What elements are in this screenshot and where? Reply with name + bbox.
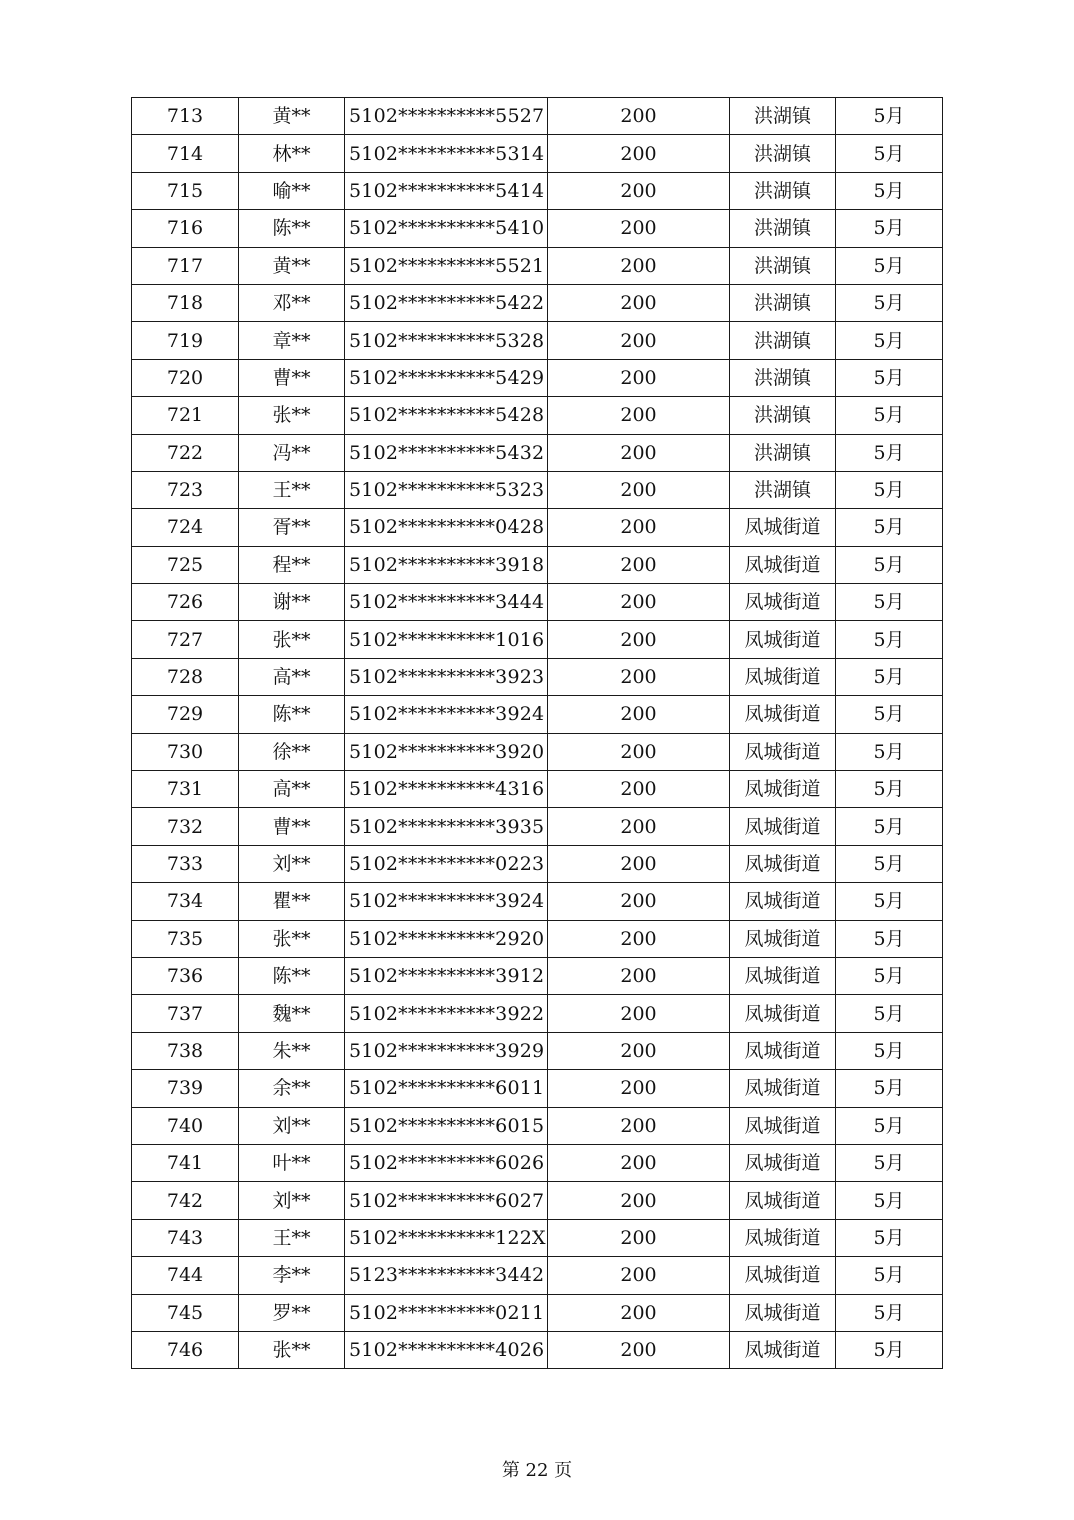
cell-id-number: 5102**********3918 (345, 546, 548, 583)
cell-month: 5月 (836, 1182, 943, 1219)
cell-month: 5月 (836, 471, 943, 508)
cell-name: 陈** (239, 210, 345, 247)
cell-name: 张** (239, 397, 345, 434)
table-row (132, 1257, 943, 1294)
cell-row-number: 720 (132, 359, 239, 396)
cell-id-number: 5123**********3442 (345, 1257, 548, 1294)
cell-month: 5月 (836, 883, 943, 920)
cell-township: 凤城街道 (730, 696, 836, 733)
cell-month: 5月 (836, 359, 943, 396)
cell-name: 叶** (239, 1144, 345, 1181)
cell-month: 5月 (836, 247, 943, 284)
table-row (132, 808, 943, 845)
table-row (132, 1144, 943, 1181)
cell-row-number: 738 (132, 1032, 239, 1069)
cell-name: 张** (239, 621, 345, 658)
table-row (132, 471, 943, 508)
cell-township: 凤城街道 (730, 733, 836, 770)
cell-township: 凤城街道 (730, 1107, 836, 1144)
cell-month: 5月 (836, 546, 943, 583)
table-row (132, 995, 943, 1032)
cell-month: 5月 (836, 957, 943, 994)
table-row (132, 658, 943, 695)
cell-row-number: 733 (132, 845, 239, 882)
cell-name: 高** (239, 771, 345, 808)
cell-id-number: 5102**********5432 (345, 434, 548, 471)
cell-amount: 200 (548, 322, 730, 359)
cell-name: 刘** (239, 1107, 345, 1144)
cell-month: 5月 (836, 808, 943, 845)
cell-amount: 200 (548, 397, 730, 434)
cell-row-number: 727 (132, 621, 239, 658)
cell-row-number: 713 (132, 98, 239, 135)
cell-row-number: 726 (132, 584, 239, 621)
cell-id-number: 5102**********3929 (345, 1032, 548, 1069)
cell-month: 5月 (836, 771, 943, 808)
cell-month: 5月 (836, 509, 943, 546)
cell-name: 徐** (239, 733, 345, 770)
cell-amount: 200 (548, 957, 730, 994)
cell-row-number: 730 (132, 733, 239, 770)
cell-name: 罗** (239, 1294, 345, 1331)
cell-township: 凤城街道 (730, 1331, 836, 1368)
cell-township: 凤城街道 (730, 808, 836, 845)
table-row (132, 210, 943, 247)
cell-township: 洪湖镇 (730, 135, 836, 172)
cell-township: 凤城街道 (730, 771, 836, 808)
cell-row-number: 716 (132, 210, 239, 247)
cell-row-number: 719 (132, 322, 239, 359)
table-row (132, 733, 943, 770)
cell-name: 程** (239, 546, 345, 583)
cell-row-number: 736 (132, 957, 239, 994)
cell-month: 5月 (836, 1257, 943, 1294)
cell-row-number: 717 (132, 247, 239, 284)
cell-township: 洪湖镇 (730, 210, 836, 247)
table-row (132, 845, 943, 882)
cell-name: 余** (239, 1070, 345, 1107)
cell-id-number: 5102**********3935 (345, 808, 548, 845)
cell-township: 洪湖镇 (730, 359, 836, 396)
table-row (132, 247, 943, 284)
cell-township: 洪湖镇 (730, 247, 836, 284)
cell-id-number: 5102**********3924 (345, 883, 548, 920)
cell-row-number: 718 (132, 284, 239, 321)
cell-amount: 200 (548, 1294, 730, 1331)
cell-month: 5月 (836, 1219, 943, 1256)
table-row (132, 359, 943, 396)
table-row (132, 1182, 943, 1219)
cell-id-number: 5102**********5328 (345, 322, 548, 359)
cell-row-number: 729 (132, 696, 239, 733)
cell-row-number: 741 (132, 1144, 239, 1181)
cell-id-number: 5102**********6015 (345, 1107, 548, 1144)
cell-amount: 200 (548, 1107, 730, 1144)
cell-row-number: 740 (132, 1107, 239, 1144)
cell-month: 5月 (836, 135, 943, 172)
cell-township: 凤城街道 (730, 1219, 836, 1256)
cell-row-number: 722 (132, 434, 239, 471)
cell-township: 洪湖镇 (730, 322, 836, 359)
table-row (132, 284, 943, 321)
cell-id-number: 5102**********5429 (345, 359, 548, 396)
cell-township: 凤城街道 (730, 546, 836, 583)
cell-row-number: 728 (132, 658, 239, 695)
cell-name: 李** (239, 1257, 345, 1294)
cell-township: 洪湖镇 (730, 284, 836, 321)
cell-township: 凤城街道 (730, 509, 836, 546)
cell-township: 凤城街道 (730, 883, 836, 920)
cell-id-number: 5102**********6026 (345, 1144, 548, 1181)
cell-amount: 200 (548, 359, 730, 396)
cell-township: 洪湖镇 (730, 471, 836, 508)
cell-id-number: 5102**********0223 (345, 845, 548, 882)
cell-name: 陈** (239, 957, 345, 994)
cell-name: 喻** (239, 172, 345, 209)
cell-name: 朱** (239, 1032, 345, 1069)
cell-amount: 200 (548, 471, 730, 508)
table-row (132, 1070, 943, 1107)
cell-month: 5月 (836, 1294, 943, 1331)
cell-month: 5月 (836, 1144, 943, 1181)
cell-township: 凤城街道 (730, 1070, 836, 1107)
cell-amount: 200 (548, 808, 730, 845)
table-row (132, 920, 943, 957)
cell-name: 曹** (239, 359, 345, 396)
cell-month: 5月 (836, 322, 943, 359)
page-number: 第 22 页 (501, 1460, 573, 1481)
cell-name: 冯** (239, 434, 345, 471)
cell-id-number: 5102**********3444 (345, 584, 548, 621)
cell-id-number: 5102**********6011 (345, 1070, 548, 1107)
cell-township: 凤城街道 (730, 1294, 836, 1331)
cell-month: 5月 (836, 1032, 943, 1069)
cell-month: 5月 (836, 210, 943, 247)
cell-township: 凤城街道 (730, 1182, 836, 1219)
cell-id-number: 5102**********3922 (345, 995, 548, 1032)
cell-month: 5月 (836, 1331, 943, 1368)
cell-id-number: 5102**********3924 (345, 696, 548, 733)
cell-id-number: 5102**********5314 (345, 135, 548, 172)
cell-name: 陈** (239, 696, 345, 733)
cell-name: 高** (239, 658, 345, 695)
cell-name: 邓** (239, 284, 345, 321)
cell-month: 5月 (836, 284, 943, 321)
cell-amount: 200 (548, 920, 730, 957)
cell-month: 5月 (836, 658, 943, 695)
cell-township: 洪湖镇 (730, 98, 836, 135)
cell-amount: 200 (548, 210, 730, 247)
cell-id-number: 5102**********2920 (345, 920, 548, 957)
cell-month: 5月 (836, 172, 943, 209)
cell-month: 5月 (836, 434, 943, 471)
table-row (132, 1331, 943, 1368)
cell-row-number: 734 (132, 883, 239, 920)
cell-month: 5月 (836, 98, 943, 135)
table-row (132, 509, 943, 546)
table-row (132, 1032, 943, 1069)
cell-amount: 200 (548, 98, 730, 135)
cell-id-number: 5102**********5323 (345, 471, 548, 508)
table-row (132, 397, 943, 434)
table-row (132, 957, 943, 994)
cell-row-number: 742 (132, 1182, 239, 1219)
cell-amount: 200 (548, 1257, 730, 1294)
cell-name: 黄** (239, 247, 345, 284)
cell-name: 张** (239, 1331, 345, 1368)
cell-month: 5月 (836, 397, 943, 434)
table-row (132, 135, 943, 172)
records-table (131, 97, 943, 1369)
cell-township: 凤城街道 (730, 621, 836, 658)
cell-amount: 200 (548, 845, 730, 882)
cell-row-number: 739 (132, 1070, 239, 1107)
table-row (132, 322, 943, 359)
cell-amount: 200 (548, 696, 730, 733)
cell-id-number: 5102**********3920 (345, 733, 548, 770)
cell-name: 黄** (239, 98, 345, 135)
cell-id-number: 5102**********5422 (345, 284, 548, 321)
cell-name: 刘** (239, 1182, 345, 1219)
cell-name: 瞿** (239, 883, 345, 920)
table-row (132, 771, 943, 808)
table-row (132, 621, 943, 658)
table-body (132, 98, 943, 1369)
cell-amount: 200 (548, 658, 730, 695)
cell-month: 5月 (836, 584, 943, 621)
cell-township: 洪湖镇 (730, 434, 836, 471)
cell-amount: 200 (548, 135, 730, 172)
cell-id-number: 5102**********5410 (345, 210, 548, 247)
cell-amount: 200 (548, 883, 730, 920)
cell-name: 张** (239, 920, 345, 957)
cell-amount: 200 (548, 172, 730, 209)
cell-amount: 200 (548, 584, 730, 621)
cell-month: 5月 (836, 995, 943, 1032)
cell-name: 刘** (239, 845, 345, 882)
table-row (132, 1107, 943, 1144)
table-row (132, 696, 943, 733)
cell-row-number: 731 (132, 771, 239, 808)
cell-township: 凤城街道 (730, 1032, 836, 1069)
cell-amount: 200 (548, 247, 730, 284)
table-row (132, 172, 943, 209)
table-row (132, 98, 943, 135)
cell-township: 凤城街道 (730, 658, 836, 695)
cell-amount: 200 (548, 284, 730, 321)
cell-row-number: 732 (132, 808, 239, 845)
cell-row-number: 715 (132, 172, 239, 209)
cell-id-number: 5102**********4316 (345, 771, 548, 808)
cell-id-number: 5102**********0428 (345, 509, 548, 546)
cell-name: 曹** (239, 808, 345, 845)
cell-month: 5月 (836, 696, 943, 733)
cell-township: 凤城街道 (730, 845, 836, 882)
cell-row-number: 743 (132, 1219, 239, 1256)
cell-amount: 200 (548, 546, 730, 583)
cell-month: 5月 (836, 733, 943, 770)
table-row (132, 434, 943, 471)
cell-township: 凤城街道 (730, 995, 836, 1032)
cell-id-number: 5102**********0211 (345, 1294, 548, 1331)
cell-month: 5月 (836, 1070, 943, 1107)
cell-id-number: 5102**********5521 (345, 247, 548, 284)
cell-id-number: 5102**********1016 (345, 621, 548, 658)
cell-name: 谢** (239, 584, 345, 621)
cell-amount: 200 (548, 1032, 730, 1069)
cell-row-number: 721 (132, 397, 239, 434)
cell-id-number: 5102**********3923 (345, 658, 548, 695)
cell-id-number: 5102**********3912 (345, 957, 548, 994)
cell-amount: 200 (548, 1331, 730, 1368)
cell-name: 章** (239, 322, 345, 359)
cell-row-number: 737 (132, 995, 239, 1032)
cell-row-number: 745 (132, 1294, 239, 1331)
cell-amount: 200 (548, 995, 730, 1032)
cell-id-number: 5102**********5428 (345, 397, 548, 434)
cell-name: 魏** (239, 995, 345, 1032)
cell-amount: 200 (548, 1144, 730, 1181)
cell-id-number: 5102**********4026 (345, 1331, 548, 1368)
cell-month: 5月 (836, 920, 943, 957)
cell-township: 凤城街道 (730, 920, 836, 957)
cell-township: 洪湖镇 (730, 172, 836, 209)
cell-amount: 200 (548, 434, 730, 471)
table-row (132, 546, 943, 583)
cell-name: 林** (239, 135, 345, 172)
cell-township: 凤城街道 (730, 957, 836, 994)
cell-month: 5月 (836, 1107, 943, 1144)
cell-id-number: 5102**********6027 (345, 1182, 548, 1219)
cell-row-number: 714 (132, 135, 239, 172)
cell-name: 胥** (239, 509, 345, 546)
cell-row-number: 746 (132, 1331, 239, 1368)
cell-id-number: 5102**********5527 (345, 98, 548, 135)
cell-township: 凤城街道 (730, 584, 836, 621)
cell-name: 王** (239, 471, 345, 508)
cell-amount: 200 (548, 771, 730, 808)
cell-township: 洪湖镇 (730, 397, 836, 434)
cell-amount: 200 (548, 1219, 730, 1256)
cell-amount: 200 (548, 733, 730, 770)
cell-month: 5月 (836, 845, 943, 882)
table-row (132, 584, 943, 621)
cell-row-number: 744 (132, 1257, 239, 1294)
cell-row-number: 724 (132, 509, 239, 546)
cell-township: 凤城街道 (730, 1144, 836, 1181)
cell-amount: 200 (548, 621, 730, 658)
cell-amount: 200 (548, 509, 730, 546)
cell-month: 5月 (836, 621, 943, 658)
table-row (132, 883, 943, 920)
cell-name: 王** (239, 1219, 345, 1256)
table-row (132, 1219, 943, 1256)
table-row (132, 1294, 943, 1331)
cell-row-number: 725 (132, 546, 239, 583)
cell-township: 凤城街道 (730, 1257, 836, 1294)
cell-amount: 200 (548, 1070, 730, 1107)
cell-id-number: 5102**********122X (345, 1219, 548, 1256)
cell-id-number: 5102**********5414 (345, 172, 548, 209)
cell-row-number: 735 (132, 920, 239, 957)
cell-amount: 200 (548, 1182, 730, 1219)
cell-row-number: 723 (132, 471, 239, 508)
